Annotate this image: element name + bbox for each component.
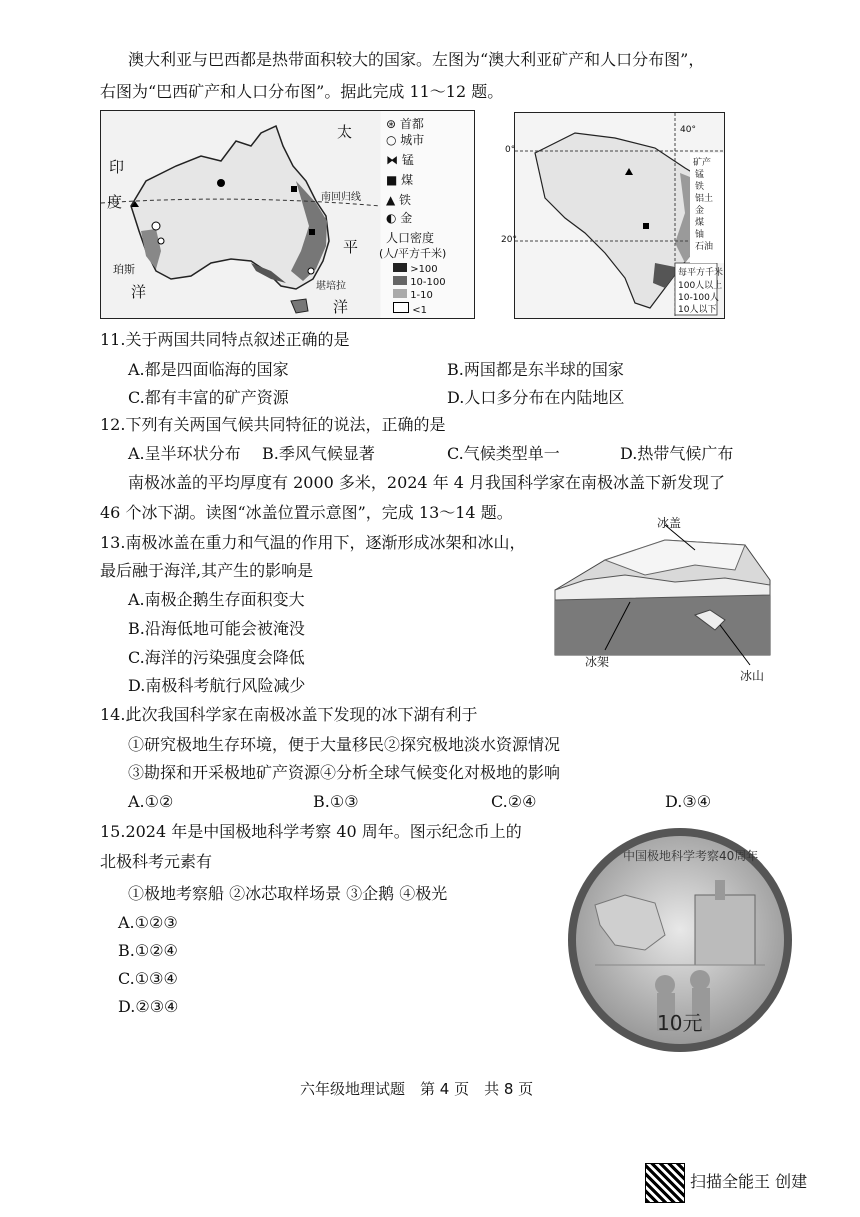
legend-mn-text: 锰 [401, 153, 414, 167]
label-du: 度 [107, 193, 123, 211]
br-legend-item: 铁 [695, 182, 705, 192]
q13-stem-1: 13.南极冰盖在重力和气温的作用下，逐渐形成冰架和冰山， [100, 533, 526, 552]
q12-option-c: C.气候类型单一 [447, 444, 560, 463]
density-d3-text: 1-10 [410, 290, 433, 301]
legend-capital: ⊛ 首都 [386, 117, 424, 131]
label-ping: 平 [343, 238, 359, 256]
br-density-title: 每平方千米 [678, 268, 724, 278]
intro-line-1: 澳大利亚与巴西都是热带面积较大的国家。左图为“澳大利亚矿产和人口分布图”， [128, 50, 705, 69]
br-density-d2: 10-100人 [678, 293, 719, 303]
br-legend-item: 煤 [695, 218, 705, 228]
legend-mn: ⧓ 锰 [386, 153, 414, 167]
br-legend-title: 矿产 [693, 158, 712, 168]
legend-iron-text: 铁 [399, 193, 412, 207]
legend-gold: ◐ 金 [386, 211, 413, 225]
density-d2-text: 10-100 [410, 277, 446, 288]
br-label-20: 20° [501, 235, 517, 245]
q15-option-b: B.①②④ [118, 941, 178, 960]
q13-option-b: B.沿海低地可能会被淹没 [128, 619, 305, 638]
q15-choices: ①极地考察船 ②冰芯取样场景 ③企鹅 ④极光 [128, 884, 448, 903]
density-d4 [393, 302, 427, 316]
q14-option-d: D.③④ [665, 792, 712, 811]
q15-option-c: C.①③④ [118, 969, 178, 988]
brazil-map [501, 112, 725, 319]
qr-code-icon [645, 1163, 685, 1203]
q13-option-a: A.南极企鹅生存面积变大 [128, 590, 305, 609]
legend-gold-text: 金 [400, 211, 413, 225]
q14-choices-2: ③勘探和开采极地矿产资源④分析全球气候变化对极地的影响 [128, 763, 561, 782]
label-yang-right: 洋 [333, 298, 349, 316]
intro-line-2: 右图为“巴西矿产和人口分布图”。据此完成 11～12 题。 [100, 82, 504, 101]
page-footer: 六年级地理试题 第 4 页 共 8 页 [300, 1080, 534, 1098]
q14-stem: 14.此次我国科学家在南极冰盖下发现的冰下湖有利于 [100, 705, 478, 724]
intro2-line-2: 46 个冰下湖。读图“冰盖位置示意图”，完成 13～14 题。 [100, 503, 513, 522]
coin-value: 10元 [657, 1011, 703, 1035]
br-legend-items [695, 169, 723, 253]
label-iceberg: 冰山 [740, 669, 765, 683]
label-perth: 珀斯 [113, 263, 135, 276]
q11-option-c: C.都有丰富的矿产资源 [128, 388, 289, 407]
label-tropic: 南回归线 [321, 192, 361, 203]
label-tai: 太 [337, 123, 353, 141]
br-label-0: 0° [505, 145, 516, 155]
q12-option-b: B.季风气候显著 [262, 444, 375, 463]
ice-cap-graphic [545, 520, 775, 685]
q13-stem-2: 最后融于海洋,其产生的影响是 [100, 561, 314, 580]
label-ice-cap: 冰盖 [657, 516, 682, 530]
density-d4-text: <1 [412, 305, 427, 316]
q11-option-d: D.人口多分布在内陆地区 [447, 388, 625, 407]
q12-option-d: D.热带气候广布 [620, 444, 734, 463]
density-unit: (人/平方千米) [379, 247, 447, 260]
q15-option-d: D.②③④ [118, 997, 179, 1016]
q13-option-d: D.南极科考航行风险减少 [128, 676, 306, 695]
q15-option-a: A.①②③ [118, 913, 178, 932]
legend-coal: ■ 煤 [386, 173, 414, 187]
density-d2 [393, 276, 446, 288]
density-d1 [393, 263, 438, 275]
intro2-line-1: 南极冰盖的平均厚度有 2000 多米，2024 年 4 月我国科学家在南极冰盖下新发现了 [128, 473, 726, 492]
br-label-40: 40° [680, 125, 696, 135]
br-legend-item: 铀 [695, 230, 705, 240]
australia-map [100, 110, 475, 319]
commemorative-coin [565, 825, 795, 1055]
q14-option-c: C.②④ [491, 792, 537, 811]
watermark-text: 扫描全能王 创建 [690, 1172, 808, 1191]
coin-legend: 中国极地科学考察40周年 [623, 849, 759, 863]
label-canberra: 堪培拉 [316, 281, 346, 292]
legend-coal-text: 煤 [401, 173, 414, 187]
q14-option-b: B.①③ [313, 792, 359, 811]
q11-option-b: B.两国都是东半球的国家 [447, 360, 624, 379]
q15-stem-1: 15.2024 年是中国极地科学考察 40 周年。图示纪念币上的 [100, 822, 522, 841]
q13-option-c: C.海洋的污染强度会降低 [128, 648, 305, 667]
q14-option-a: A.①② [128, 792, 174, 811]
q11-stem: 11.关于两国共同特点叙述正确的是 [100, 330, 350, 349]
br-legend-item: 石油 [695, 242, 714, 252]
density-d1-text: >100 [410, 264, 438, 275]
q15-stem-2: 北极科考元素有 [100, 852, 213, 871]
br-density-d3: 10人以下 [678, 305, 717, 315]
label-ice-shelf: 冰架 [585, 655, 610, 669]
legend-city: ○ 城市 [386, 133, 425, 147]
legend-city-text: 城市 [400, 133, 425, 147]
q14-choices-1: ①研究极地生存环境，便于大量移民②探究极地淡水资源情况 [128, 735, 561, 754]
legend-iron: ▲ 铁 [386, 193, 412, 207]
q12-stem: 12.下列有关两国气候共同特征的说法，正确的是 [100, 415, 446, 434]
ice-cap-figure [545, 516, 775, 685]
br-legend-item: 锰 [695, 170, 705, 180]
legend-capital-text: 首都 [399, 117, 424, 131]
br-density-d1: 100人以上 [678, 281, 723, 291]
label-yin: 印 [109, 158, 125, 176]
q11-option-a: A.都是四面临海的国家 [128, 360, 289, 379]
br-legend-item: 铝土 [695, 194, 714, 204]
br-legend-item: 金 [695, 206, 705, 216]
q12-option-a: A.呈半环状分布 [128, 444, 241, 463]
density-d3 [393, 289, 433, 301]
density-title: 人口密度 [386, 231, 435, 245]
label-yang-left: 洋 [131, 283, 147, 301]
